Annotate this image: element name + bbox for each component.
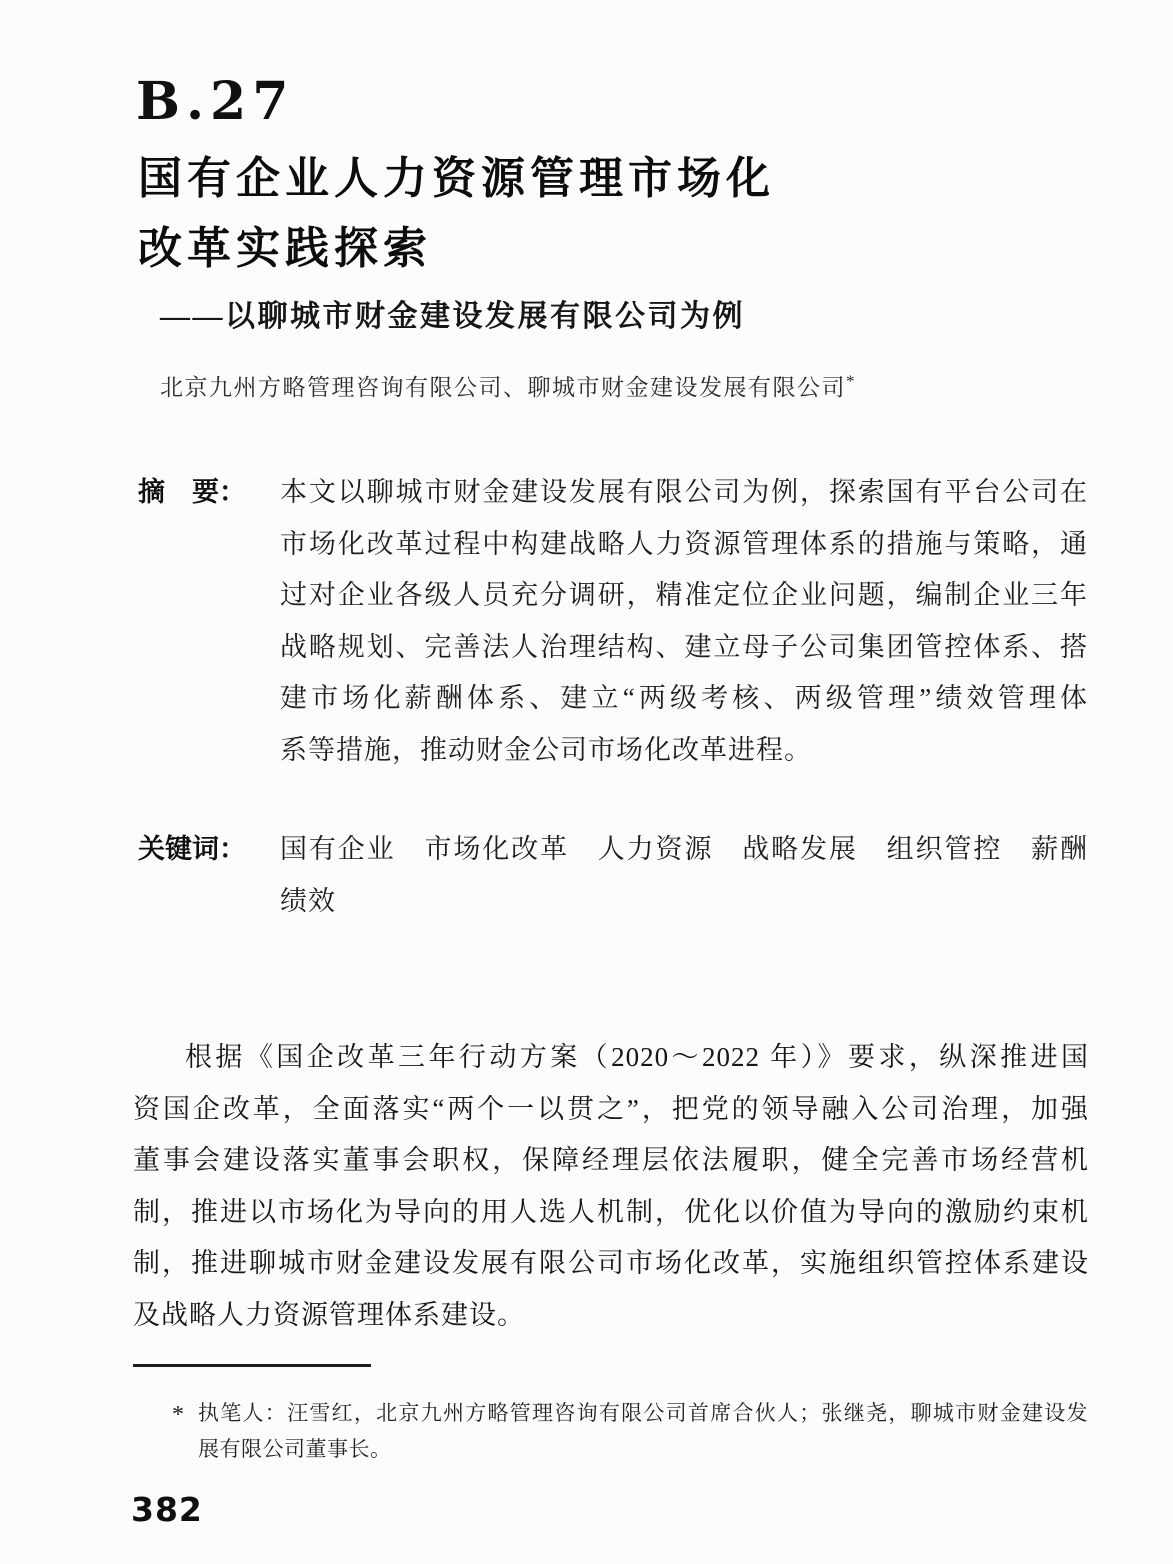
abstract-line: 战略规划、完善法人治理结构、建立母子公司集团管控体系、搭 [280,631,1088,662]
body-line: 制，推进聊城市财金建设发展有限公司市场化改革，实施组织管控体系建设 [133,1248,1089,1279]
authors-text: 北京九州方略管理咨询有限公司、聊城市财金建设发展有限公司 [160,375,846,400]
authors-footnote-marker: * [846,371,855,391]
article-title [138,144,775,284]
body-line: 资国企改革，全面落实“两个一以贯之”，把党的领导融入公司治理，加强 [133,1093,1089,1124]
abstract-line: 过对企业各级人员充分调研，精准定位企业问题，编制企业三年 [280,580,1088,610]
footnote-line: 执笔人：汪雪红，北京九州方略管理咨询有限公司首席合伙人；张继尧，聊城市财金建设发 [198,1401,1088,1425]
footnote-line: 展有限公司董事长。 [198,1437,392,1461]
footnote [198,1395,1088,1467]
keywords-line: 国有企业 市场化改革 人力资源 战略发展 组织管控 薪酬 [280,834,1088,864]
article-subtitle: ——以聊城市财金建设发展有限公司为例 [160,300,745,333]
article-title-line-2: 改革实践探索 [138,224,432,273]
abstract-line: 本文以聊城市财金建设发展有限公司为例，探索国有平台公司在 [280,477,1088,507]
keywords-label: 关键词： [138,834,246,865]
chapter-number: B.27 [136,71,295,132]
footnote-marker: * [172,1402,184,1428]
authors-line [160,369,855,402]
body-paragraph [133,1032,1089,1342]
body-line: 根据《国企改革三年行动方案（2020～2022 年）》要求，纵深推进国 [185,1042,1089,1072]
abstract-text [280,467,1088,776]
abstract-line: 建市场化薪酬体系、建立“两级考核、两级管理”绩效管理体 [280,683,1088,713]
page-number: 382 [131,1490,203,1529]
article-title-line-1: 国有企业人力资源管理市场化 [138,154,775,203]
body-line: 及战略人力资源管理体系建设。 [133,1299,525,1330]
abstract-line: 市场化改革过程中构建战略人力资源管理体系的措施与策略，通 [280,528,1088,559]
keywords-text [280,824,1088,927]
body-line: 董事会建设落实董事会职权，保障经理层依法履职，健全完善市场经营机 [133,1145,1089,1176]
keywords-line: 绩效 [280,885,336,916]
footnote-divider [133,1364,371,1367]
body-line: 制，推进以市场化为导向的用人选人机制，优化以价值为导向的激励约束机 [133,1196,1089,1227]
abstract-line: 系等措施，推动财金公司市场化改革进程。 [280,734,812,765]
abstract-label: 摘 要： [138,477,246,508]
